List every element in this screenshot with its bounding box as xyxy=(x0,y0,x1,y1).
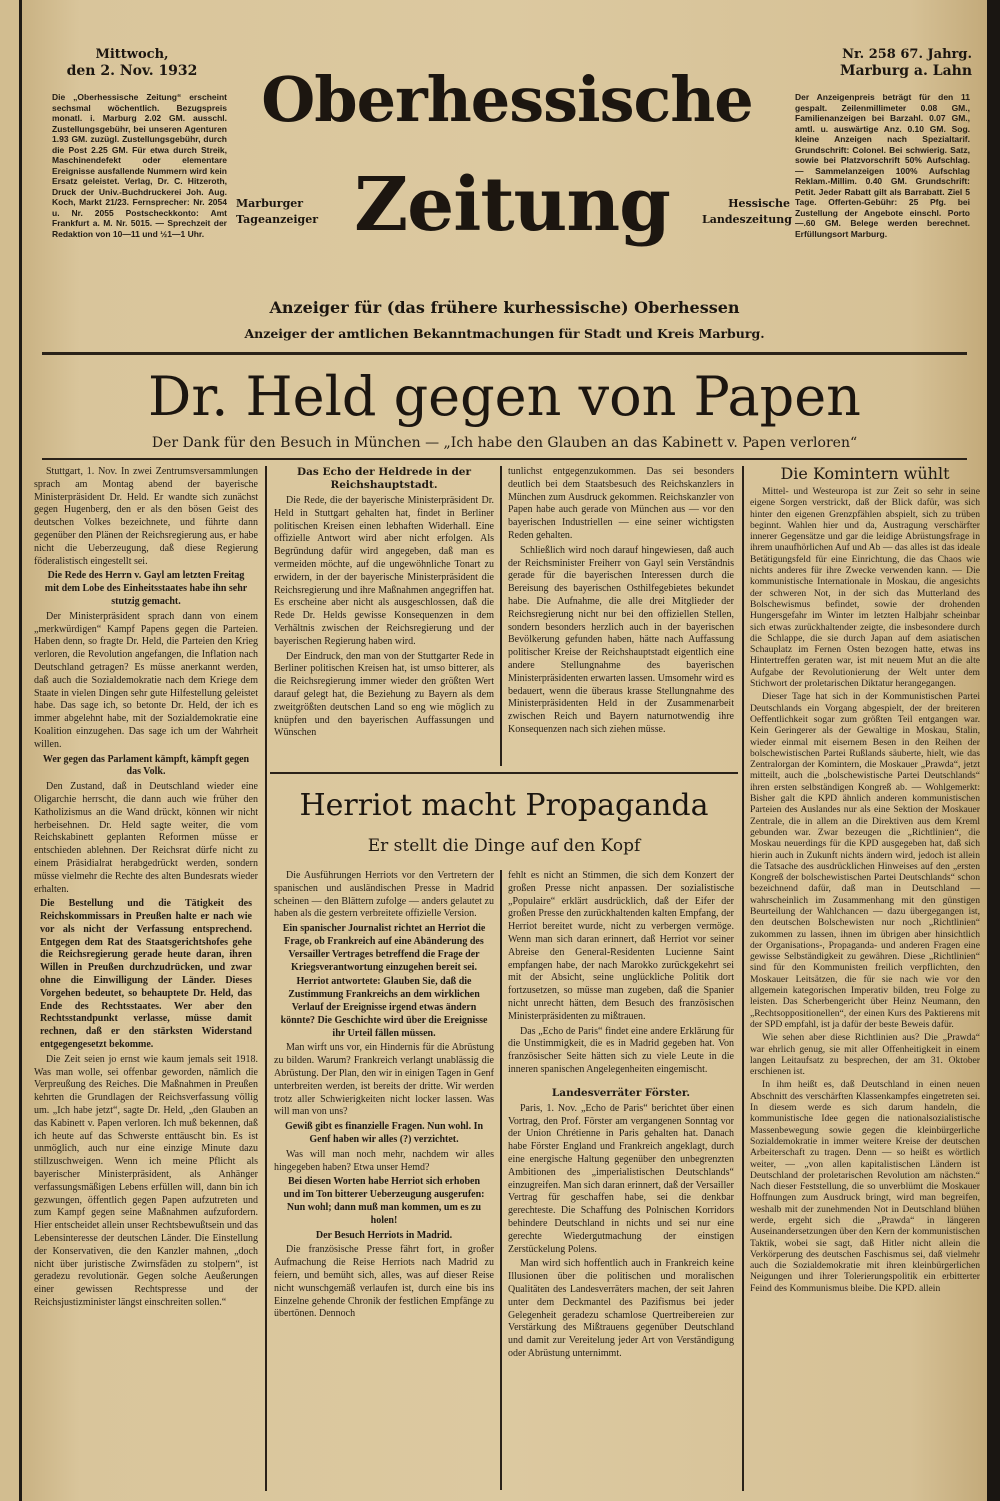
paragraph: Paris, 1. Nov. „Echo de Paris“ berichtet über einen Vortrag, den Prof. Förster am vergangenen Sonntag vor der Union Chrétienne in Paris gehalten hat. Danach habe Förster England und Frankreich angeklagt, durch eine energische Haltung gegenüber den unbegrenzten Ambitionen des „imperialistischen Deutschlands“ einzugreifen. Man sich daran erinnert, daß der Versailler Vertrag für geschaffen habe, sei die denkbar gerechteste. Die Schaffung des Polnischen Korridors behindere Deutschland in nichts und sei nur eine gerechte Wiedergutmachung der einstigen Zerstückelung Polens. xyxy=(508,1102,734,1255)
subheading: Die Bestellung und die Tätigkeit des Reichskommissars in Preußen halte er nach wie vor als nicht der Verfassung entsprechend. Entgegen dem Rat des Staatsgerichtshofes gehe die Reichsregierung gerade heute daran, ihren Willen in Preußen durchzudrücken, und zwar ohne die Einwilligung der Länder. Dieses Vorgehen bedeutet, so behauptete Dr. Held, das Ende des Rechtsstaates. Wer aber den Rechtsstandpunkt verlasse, müsse damit rechnen, daß er den stärksten Widerstand entgegengesetzt bekomme. xyxy=(40,898,252,1051)
main-headline: Dr. Held gegen von Papen xyxy=(148,365,861,428)
paragraph: In ihm heißt es, daß Deutschland in einen neuen Abschnitt des verschärften Klassenkampfes eingetreten sei. In diesem werde es sich darum handeln, die kommunistische Idee gegen die nationalsozialistische Massenbewegung sowie gegen die kleinbürgerliche Sozialdemokratie in immer weitere Kreise der deutschen Arbeiterschaft zu tragen. Denn — so heißt es wörtlich weiter, — „von allen kapitalistischen Ländern ist Deutschland der proletarischen Revolution am nächsten.“ Nach dieser Feststellung, die so unverblümt die Moskauer Hoffnungen zum Ausdruck bringt, wird man begreifen, weshalb mit der zunehmenden Not in Deutschland blühen werde, ergeht sich die „Prawda“ in längeren Auseinandersetzungen über den Kern der kommunistischen Taktik, wobei sie sagt, daß Hitler nicht allein die Verkörperung des deutschen Faschismus sei, daß vielmehr auch die Sozialdemokratie mit ihren kleinbürgerlichen Neigungen und ihrer Tolerierungspolitik ein erbitterter Feind des Kommunismus bleibe. Die KPD. allein xyxy=(750,1079,980,1294)
article-echo-continued xyxy=(508,466,734,739)
issue-block xyxy=(792,46,972,80)
adjacent-page-edge xyxy=(0,0,22,1501)
article-herriot xyxy=(274,870,494,1323)
paragraph: Die Rede, die der bayerische Ministerpräsident Dr. Held in Stuttgart gehalten hat, findet in Berliner politischen Kreisen einen lebhaften Widerhall. Eine offizielle Antwort wird aber nicht erfolgen. Als Begründung dafür wird angegeben, daß man es vermeiden möchte, auf die ungewöhnliche Tonart zu erwidern, in der der bayerische Ministerpräsident die Reichsregierung und ihre Maßnahmen angegriffen hat. Es erscheine aber nicht als ausgeschlossen, daß die Rede Dr. Helds gewisse Konsequenzen in dem Verhältnis zwischen der Reichsregierung und der bayerischen Regierung haben wird. xyxy=(274,495,494,647)
masthead-subtitle: Anzeiger für (das frühere kurhessische) Oberhessen xyxy=(269,298,740,317)
paragraph: Stuttgart, 1. Nov. In zwei Zentrumsversammlungen sprach am Montag abend der bayerische Ministerpräsident Dr. Held. Er wandte sich zunächst gegen Hugenberg, den er als den bösen Geist des deutschen Volkes bezeichnete, und führte dann gegenüber den Plänen der Reichsregierung aus, er habe nicht die Ueberzeugung, daß diese Regierung föderalistisch eingestellt sei. xyxy=(34,466,258,567)
paragraph: Schließlich wird noch darauf hingewiesen, daß auch der Reichsminister Freiherr von Gayl sein Verständnis gerade für die bayerischen Interessen durch die Bereisung des bayerischen Osthilfegebietes bekundet habe. Die Aufnahme, die alle drei Mitglieder der Reichsregierung nicht nur bei den offiziellen Stellen, sondern besonders herzlich auch in der bayerischen Bevölkerung gefunden haben, hätte nach Auffassung politischer Kreise der Reichshauptstadt eigentlich eine andere Stellungnahme des bayerischen Ministerpräsidenten erwarten lassen. Umsomehr wird es bedauert, wenn die überaus krasse Stellungnahme des Ministerpräsidenten Held in der Zusammenarbeit zwischen Reich und Bayern naturnotwendig ihre Konsequenzen nach sich ziehen müsse. xyxy=(508,544,734,735)
paragraph: Den Zustand, daß in Deutschland wieder eine Oligarchie herrscht, die dann auch wie früher den Katholizismus an die Wand drückt, können wir nicht herbeisehnen. Dr. Held sagte weiter, die vom Reichskabinett geplanten Reformen müsse er entschieden ablehnen. Der Reichsrat dürfe nicht zu einem Präsidialrat herabgedrückt werden, sondern müsse vielmehr die Rechte des alten Bundesrats wieder erhalten. xyxy=(34,781,258,895)
masthead-official-notice: Anzeiger der amtlichen Bekanntmachungen für Stadt und Kreis Marburg. xyxy=(244,326,765,341)
paragraph: Das „Echo de Paris“ findet eine andere Erklärung für die Unstimmigkeit, die es in Madrid gegeben hat. Von französischer Seite hätten sich zu viele Leute in die inneren spanischen Angelegenheiten eingemischt. xyxy=(508,1025,734,1075)
date-block xyxy=(42,46,222,80)
subheading: Der Besuch Herriots in Madrid. xyxy=(315,1229,453,1241)
scan-edge xyxy=(987,0,1000,1501)
article-herriot-continued xyxy=(508,870,734,1363)
subheading: Herriot antwortete: Glauben Sie, daß die Zustimmung Frankreichs an dem wirklichen Verlauf der Ereignisse irgend etwas ändern könnte? Die Geschichte wird über die Ereignisse ihr Urteil fällen müssen. xyxy=(280,976,488,1039)
weekday: Mittwoch, xyxy=(95,47,169,62)
subheading: Wer gegen das Parlament kämpft, kämpft gegen das Volk. xyxy=(42,753,250,778)
article-echo xyxy=(274,466,494,742)
newspaper-page xyxy=(22,0,987,1501)
masthead-rule xyxy=(42,352,967,355)
paragraph: tunlichst entgegenzukommen. Das sei besonders deutlich bei dem Staatsbesuch des Reichskanzlers in München zum Ausdruck gekommen. Reichskanzler von Papen habe auch gerade von München aus — vor den bayerischen Industriellen — eine seiner wichtigsten Reden gehalten. xyxy=(508,466,734,541)
article-held-lead xyxy=(34,466,258,1312)
paragraph: Wie sehen aber diese Richtlinien aus? Die „Prawda“ war ehrlich genug, sie mit aller Offenheitigkeit in einem langen Leitaufsatz zu besprechen, der am 31. Oktober erschienen ist. xyxy=(750,1032,980,1078)
section-heading: Landesverräter Förster. xyxy=(551,1086,691,1099)
issue-date: den 2. Nov. 1932 xyxy=(66,63,198,79)
paragraph: Die französische Presse fährt fort, in großer Aufmachung die Reise Herriots nach Madrid zu feiern, und bemüht sich, alles, was auf dieser Reise nicht wunschgemäß verlaufen ist, durch eine bis ins Einzelne gehende Chronik der festlichen Empfänge zu übertönen. Dennoch xyxy=(274,1244,494,1320)
herriot-subheadline: Er stellt die Dinge auf den Kopf xyxy=(367,836,641,856)
column-divider xyxy=(500,466,502,766)
paragraph: Man wirft uns vor, ein Hindernis für die Abrüstung zu bilden. Warum? Frankreich verlangt unablässig die Abrüstung. Der Plan, den wir in einigen Tagen in Genf unterbreiten werden, ist bereits der dritte. Wir werden trotz aller Schwierigkeiten nicht locker lassen. Was will man von uns? xyxy=(274,1042,494,1118)
section-rule xyxy=(270,772,738,774)
subheading: Bei diesen Worten habe Herriot sich erhoben und im Ton bitterer Ueberzeugung ausgerufen: Nun wohl; dann muß man kommen, um es zu holen! xyxy=(283,1176,485,1226)
paragraph: fehlt es nicht an Stimmen, die sich dem Konzert der großen Presse nicht anpassen. Der sozialistische „Populaire“ erklärt ausdrücklich, daß der Eifer der großen Presse den zurückhaltenden kalten Empfang, der Herriot bereitet wurde, nicht zu verbergen vermöge. Wenn man sich daran erinnert, daß Herriot vor seiner Abreise den General-Residenten Lucienne Saint empfangen habe, der nach Marokko zurückgekehrt sei mit der Absicht, seine unglückliche Politik dort fortzusetzen, so müsse man zugeben, daß die Spanier nicht unrecht hätten, dem Besuch des französischen Ministerpräsidenten zu mißtrauen. xyxy=(508,870,734,1022)
subheading: Gewiß gibt es finanzielle Fragen. Nun wohl. In Genf haben wir alles (?) verzichtet. xyxy=(284,1121,484,1145)
column-divider xyxy=(742,466,744,1491)
column-divider xyxy=(265,466,267,1491)
main-subheadline: Der Dank für den Besuch in München — „Ich habe den Glauben an das Kabinett v. Papen verloren“ xyxy=(151,435,858,451)
article-komintern xyxy=(750,464,980,1296)
paragraph: Dieser Tage hat sich in der Kommunistischen Partei Deutschlands ein Vorgang abgespielt, der der breiteren Oeffentlichkeit sogar zum größten Teil entgangen war. Kein Geringerer als der Gewaltige in Moskau, Stalin, wieder einmal mit eisernem Besen in den Reihen der bolschewistischen Partei Rußlands säuberte, hielt, wie das Zentralorgan der Komintern, die Moskauer „Prawda“, jetzt mitteilt, auch die „bolschewistische Partei Deutschlands“ ihren ersten selbständigen Kongreß ab. — Wohlgemerkt: Bisher galt die KPD ähnlich anderen kommunistischen Parteien des Auslandes nur als eine Sektion der Moskauer Zentrale, die in allem an die Direktiven aus dem Kreml gebunden war. Zwar bezeugen die „Richtlinien“, die Moskau neuerdings für die KPD ausgegeben hat, daß sich hierin auch in Zukunft nichts ändern wird, jedoch ist allein die Tatsache des ausdrücklichen Hinweises auf den „ersten Kongreß der bolschewistischen Partei Deutschlands“ schon bezeichnend dafür, daß man in Deutschland — wahrscheinlich im Zusammenhang mit den günstigen Beurteilung der Wahlchancen — dazu übergegangen ist, den deutschen Bolschewisten nur noch „Richtlinien“ zukommen zu lassen, ihnen im übrigen aber hinsichtlich der Organisations-, Propaganda- und anderen Fragen eine gewisse Selbständigkeit zu gewähren. Diese „Richtlinien“ sind für den Kommunisten freilich verpflichten, den Moskauer Leitsätzen, die für sie nach wie vor den allgemein kategorischen Imperativ bilden, treu Folge zu leisten. Das Scherbengericht über Heinz Neumann, den „Rechtsoppositionellen“, der einen Kurs des Paktierens mit der SPD empfahl, ist ja dafür der beste Beweis dafür. xyxy=(750,691,980,1030)
section-heading: Die Komintern wühlt xyxy=(780,464,950,483)
paragraph: Die Zeit seien jo ernst wie kaum jemals seit 1918. Was man wolle, sei offenbar geworden, nämlich die Verpreußung des Reiches. Die Maßnahmen in Preußen kehrten die Grundlagen der Reichsverfassung völlig um. „Ich habe jetzt“, sagte Dr. Held, „den Glauben an das Kabinett v. Papen verloren. Ich muß bekennen, daß ich heute auf das Schwerste enttäuscht bin. Es ist unmöglich, auch nur eine einzige Minute dazu stillzuschweigen. Wenn ich meine Pflicht als bayerischer Ministerpräsident, als Anhänger verfassungsmäßigen Lebens erfüllen will, dann bin ich gezwungen, öffentlich gegen Papen aufzutreten und zum Kampf gegen seine Maßnahmen aufzufordern. Hier entscheidet allein unser Rechtsbewußtsein und das Lebensinteresse der deutschen Länder. Die Einstellung der Konservativen, die den Kanzler mahnen, „doch nicht über juristische Zwirnsfäden zu stolpern“, ist geradezu revolutionär. Gegen solche Aeußerungen einer gewissen Rechtspresse und der Reichsjustizminister längst einschreiten sollen.“ xyxy=(34,1053,258,1308)
section-heading: Das Echo der Heldrede in der Reichshauptstadt. xyxy=(296,466,472,491)
masthead-title-line2: Zeitung xyxy=(354,162,670,248)
masthead-title-line1: Oberhessische xyxy=(261,63,753,136)
subscription-info: Die „Oberhessische Zeitung“ erscheint sechsmal wöchentlich. Bezugspreis monatl. i. Marburg 2.02 GM. ausschl. Zustellungsgebühr, bei unseren Agenturen 1.93 GM. zuzügl. Zustellungsgebühr, durch die Post 2.25 GM. Für etwa durch Streik, Maschinendefekt oder elementare Ereignisse ausfallende Nummern wird kein Ersatz geleistet. Verlag, Dr. C. Hitzeroth, Druck der Univ.-Buchdruckerei Joh. Aug. Koch, Markt 21/23. Fernsprecher: Nr. 2054 u. Nr. 2055 Postscheckkonto: Amt Frankfurt a. M. Nr. 5015. — Sprechzeit der Redaktion von 10—11 und ½1—1 Uhr. xyxy=(52,92,227,239)
left-subtitle-label: Marburger Tageanzeiger xyxy=(236,197,318,226)
herriot-headline: Herriot macht Propaganda xyxy=(299,788,709,823)
publication-place: Marburg a. Lahn xyxy=(839,63,972,79)
paragraph: Der Eindruck, den man von der Stuttgarter Rede in Berliner politischen Kreisen hat, ist umso bitterer, als die Reichsregierung immer wieder den größten Wert darauf gelegt hat, die Beziehung zu Bayern als dem zweitgrößten deutschen Land so eng wie möglich zu knüpfen und den bayerischen Auffassungen und Wünschen xyxy=(274,650,494,739)
advertising-rates: Der Anzeigenpreis beträgt für den 11 gespalt. Zeilenmillimeter 0.08 GM., Familienanzeigen bei Barzahl. 0.07 GM., amtl. u. auswärtige Anz. 0.10 GM. Sog. kleine Anzeigen nach Spezialtarif. Grundschrift: Colonel. Bei schwierig. Satz, sowie bei Platzvorschrift 50% Aufschlag. — Sammelanzeigen 100% Aufschlag Reklam.-Millim. 0.40 GM. Grundschrift: Petit. Jeder Rabatt gilt als Barrabatt. Ziel 5 Tage. Offerten-Gebühr: 25 Pfg. bei Zustellung der Angebote einschl. Porto —.60 GM. Belege werden berechnet. Erfüllungsort Marburg. xyxy=(795,92,970,239)
subheading: Die Rede des Herrn v. Gayl am letzten Freitag mit dem Lobe des Einheitsstaates habe ihn sehr stutzig gemacht. xyxy=(44,570,248,607)
paragraph: Mittel- und Westeuropa ist zur Zeit so sehr in seine eigene Sorgen verstrickt, daß der Blick dafür, was sich hinter den eigenen Grenzpfählen abspielt, sich zu trüben beginnt. Wahlen hier und da, Austragung verschärfter innerer Gegensätze und gar die leidige Abrüstungsfrage in ihrem unaufhörlichen Auf und Ab — das alles ist das ideale Betätigungsfeld für eine Einrichtung, die das Chaos wie nichts anderes für ihre Zwecke verwenden kann. — Die kommunistische Internationale in Moskau, die angesichts der schweren Not, in der sich das Mutterland des Bolschewismus befindet, sowie der drohenden Hungersgefahr im Winter im letzten Halbjahr scheinbar sich etwas zurückhaltender zeigte, die insbesondere durch die Schlappe, die sie durch Japan auf dem asiatischen Schauplatz im Fernen Osten bezogen hatte, etwas ins Hintertreffen geraten war, ist mit neuem Mut an die alte Aufgabe der Revolutionierung der Welt unter dem Stichwort der proletarischen Diktatur herangegangen. xyxy=(750,486,980,690)
issue-number: Nr. 258 67. Jahrg. xyxy=(842,47,972,62)
subheading: Ein spanischer Journalist richtet an Herriot die Frage, ob Frankreich auf eine Abänderung des Versailler Vertrages betreffend die Frage der Kriegsverantwortung einzugehen bereit sei. xyxy=(282,923,486,973)
paragraph: Die Ausführungen Herriots vor den Vertretern der spanischen und ausländischen Presse in Madrid scheinen — den Blättern zufolge — anders gelautet zu haben als die gestern verbreitete offizielle Version. xyxy=(274,870,494,920)
column-divider xyxy=(500,870,502,1490)
paragraph: Was will man noch mehr, nachdem wir alles hingegeben haben? Etwa unser Hemd? xyxy=(274,1148,494,1173)
paragraph: Man wird sich hoffentlich auch in Frankreich keine Illusionen über die politischen und moralischen Qualitäten des Landesverräters machen, der seit Jahren unter dem Deckmantel des Pazifismus bei jeder Gelegenheit geradezu schamlose Quertreibereien zur Verstärkung des Mißtrauens gegenüber Deutschland und damit zur Vereitelung jeder Art von Verständigung oder Abrüstung unternimmt. xyxy=(508,1258,734,1359)
headline-rule xyxy=(42,458,967,460)
right-subtitle-label: Hessische Landeszeitung xyxy=(702,197,792,226)
paragraph: Der Ministerpräsident sprach dann von einem „merkwürdigen“ Kampf Papens gegen die Parteien. Haben denn, so fragte Dr. Held, die Parteien den Krieg verloren, die Revolution angefangen, die Inflation nach Deutschland getragen? Es müsse anerkannt werden, daß auch die Sozialdemokratie nach dem Kriege dem Staate in vielen Dingen sehr gute Hilfestellung geleistet habe. Das sage ich, so betonte Dr. Held, der ich es immer abgelehnt habe, mit der Sozialdemokratie eine Koalition einzugehen. Das sage ich um der Wahrheit willen. xyxy=(34,610,258,750)
